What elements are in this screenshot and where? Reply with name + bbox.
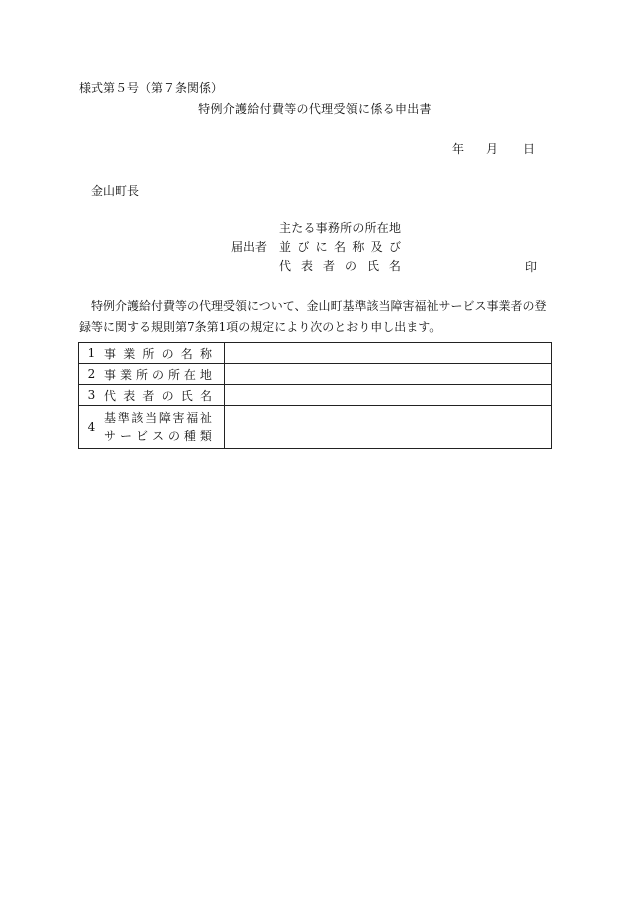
applicant-label: 届出者 (231, 240, 268, 254)
row-number: 3 (87, 388, 96, 402)
date-day-label: 日 (523, 142, 536, 156)
row-number: 1 (87, 346, 96, 360)
application-table (78, 342, 552, 449)
row-number: 2 (87, 367, 96, 381)
business-address-field[interactable] (225, 364, 552, 385)
form-number-label: 様式第５号（第７条関係） (79, 81, 224, 95)
addressee: 金山町長 (91, 184, 140, 198)
row-label-cell (79, 343, 225, 364)
table-row (79, 385, 552, 406)
row-label-stack (104, 409, 212, 445)
row-number: 4 (87, 420, 96, 434)
row-label-cell (79, 364, 225, 385)
date-month-label: 月 (486, 142, 499, 156)
seal-mark: 印 (525, 260, 538, 274)
applicant-name-label: 並 び に 名 称 及 び (279, 240, 401, 254)
row-label-cell (79, 385, 225, 406)
business-name-field[interactable] (225, 343, 552, 364)
document-title: 特例介護給付費等の代理受領に係る申出書 (198, 102, 432, 116)
table-row (79, 343, 552, 364)
representative-name-field[interactable] (225, 385, 552, 406)
service-type-field[interactable] (225, 406, 552, 449)
row-label: 代 表 者 の 氏 名 (104, 388, 212, 403)
row-label: サ ー ビ ス の 種 類 (104, 429, 212, 443)
row-label: 基 準 該 当 障 害 福 祉 (104, 411, 212, 425)
applicant-representative-label: 代 表 者 の 氏 名 (279, 259, 401, 273)
body-paragraph: 特例介護給付費等の代理受領について、金山町基準該当障害福祉サービス事業者の登録等に関する規則第7条第1項の規定により次のとおり申し出ます。 (79, 299, 547, 334)
row-label-cell (79, 406, 225, 449)
table-row (79, 406, 552, 449)
row-label: 事 業 所 の 名 称 (104, 346, 212, 361)
applicant-address-label: 主 た る 事 務 所 の 所 在 地 (279, 221, 401, 235)
row-label: 事 業 所 の 所 在 地 (104, 367, 212, 382)
table-row (79, 364, 552, 385)
date-year-label: 年 (452, 142, 465, 156)
